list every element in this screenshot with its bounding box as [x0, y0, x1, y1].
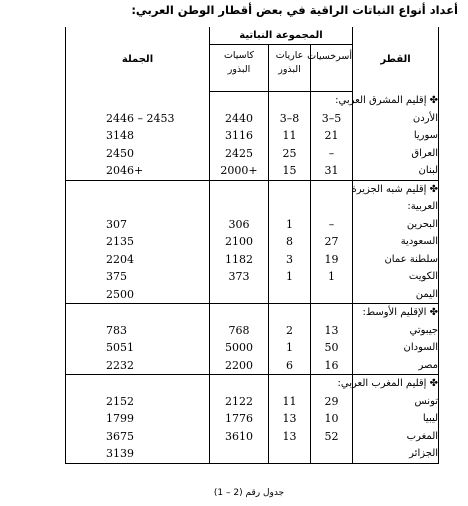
table-row: [66, 216, 439, 234]
region-name: ✤ إقليم المشرق العربي:: [353, 92, 439, 110]
country-cell: جيبوتي: [353, 322, 439, 340]
angiosperms-cell: 306: [210, 216, 269, 234]
angiosperms-cell: 1182: [210, 251, 269, 269]
empty-cell: [66, 198, 210, 216]
total-cell: 2450: [66, 145, 210, 163]
table-header: [66, 27, 439, 92]
empty-cell: [269, 304, 311, 322]
table-row: [66, 322, 439, 340]
country-cell: المغرب: [353, 428, 439, 446]
region-name: ✤ الإقليم الأوسط:: [353, 304, 439, 322]
table-row: [66, 145, 439, 163]
gymnosperms-cell: 1: [269, 216, 311, 234]
country-cell: تونس: [353, 393, 439, 411]
ferns-cell: –: [311, 145, 353, 163]
total-cell: 783: [66, 322, 210, 340]
angiosperms-cell: 5000: [210, 339, 269, 357]
country-cell: ليبيا: [353, 410, 439, 428]
header-country: القطر: [353, 27, 439, 92]
ferns-cell: 5–3: [311, 110, 353, 128]
header-angiosperms-line2: البذور: [227, 64, 251, 75]
ferns-cell: [311, 445, 353, 463]
region-group: [66, 180, 439, 304]
total-cell: 375: [66, 268, 210, 286]
country-cell: العراق: [353, 145, 439, 163]
empty-cell: [210, 304, 269, 322]
ferns-cell: 52: [311, 428, 353, 446]
document-title: أعداد أنواع النباتات الراقية في بعض أقطار الوطن العربي:: [131, 3, 458, 17]
table-row: [66, 268, 439, 286]
country-cell: السودان: [353, 339, 439, 357]
table-row: [66, 445, 439, 463]
gymnosperms-cell: 1: [269, 339, 311, 357]
angiosperms-cell: [210, 445, 269, 463]
empty-cell: [311, 304, 353, 322]
ferns-cell: 21: [311, 127, 353, 145]
ferns-cell: –: [311, 216, 353, 234]
ferns-cell: 1: [311, 268, 353, 286]
angiosperms-cell: 373: [210, 268, 269, 286]
total-cell: 2500: [66, 286, 210, 304]
empty-cell: [210, 375, 269, 393]
country-cell: الجزائر: [353, 445, 439, 463]
table-row: [66, 410, 439, 428]
country-cell: مصر: [353, 357, 439, 375]
gymnosperms-cell: 1: [269, 268, 311, 286]
gymnosperms-cell: 11: [269, 127, 311, 145]
angiosperms-cell: 2440: [210, 110, 269, 128]
total-cell: 3139: [66, 445, 210, 463]
country-cell: اليمن: [353, 286, 439, 304]
gymnosperms-cell: 3: [269, 251, 311, 269]
empty-cell: [66, 180, 210, 198]
ferns-cell: 13: [311, 322, 353, 340]
angiosperms-cell: 2122: [210, 393, 269, 411]
region-group: [66, 92, 439, 181]
country-cell: الأردن: [353, 110, 439, 128]
total-cell: 2135: [66, 233, 210, 251]
table-row: [66, 357, 439, 375]
region-header-row: [66, 198, 439, 216]
gymnosperms-cell: 13: [269, 428, 311, 446]
total-cell: 307: [66, 216, 210, 234]
country-cell: سوريا: [353, 127, 439, 145]
angiosperms-cell: [210, 286, 269, 304]
region-header-row: [66, 180, 439, 198]
region-header-row: [66, 304, 439, 322]
country-cell: السعودية: [353, 233, 439, 251]
table-row: [66, 162, 439, 180]
gymnosperms-cell: 11: [269, 393, 311, 411]
gymnosperms-cell: 13: [269, 410, 311, 428]
empty-cell: [269, 180, 311, 198]
total-cell: 5051: [66, 339, 210, 357]
header-gymnosperms-line2: البذور: [278, 64, 301, 75]
gymnosperms-cell: [269, 286, 311, 304]
region-header-row: [66, 375, 439, 393]
total-cell: 1799: [66, 410, 210, 428]
angiosperms-cell: +2000: [210, 162, 269, 180]
region-group: [66, 375, 439, 464]
country-cell: سلطنة عمان: [353, 251, 439, 269]
table-row: [66, 286, 439, 304]
ferns-cell: 16: [311, 357, 353, 375]
ferns-cell: 29: [311, 393, 353, 411]
region-name: ✤ إقليم المغرب العربي:: [353, 375, 439, 393]
empty-cell: [210, 198, 269, 216]
region-name-cont: العربية:: [353, 198, 439, 216]
header-total: الجملة: [66, 27, 210, 92]
ferns-cell: [311, 286, 353, 304]
header-angiosperms: [210, 45, 269, 92]
total-cell: 2152: [66, 393, 210, 411]
table-row: [66, 233, 439, 251]
table-row: [66, 127, 439, 145]
empty-cell: [269, 198, 311, 216]
angiosperms-cell: 1776: [210, 410, 269, 428]
header-ferns: أسرخسيات: [311, 45, 353, 92]
country-cell: البحرين: [353, 216, 439, 234]
total-cell: 2204: [66, 251, 210, 269]
header-gymnosperms-line1: عاريات: [275, 50, 304, 61]
angiosperms-cell: 2100: [210, 233, 269, 251]
header-gymnosperms: [269, 45, 311, 92]
gymnosperms-cell: 8–3: [269, 110, 311, 128]
plants-table: [65, 27, 439, 464]
total-cell: 3148: [66, 127, 210, 145]
total-cell: 2232: [66, 357, 210, 375]
table-row: [66, 428, 439, 446]
ferns-cell: 19: [311, 251, 353, 269]
total-cell: 3675: [66, 428, 210, 446]
gymnosperms-cell: 15: [269, 162, 311, 180]
ferns-cell: 31: [311, 162, 353, 180]
table-caption: جدول رقم (2 – 1): [213, 488, 285, 498]
angiosperms-cell: 768: [210, 322, 269, 340]
empty-cell: [311, 198, 353, 216]
country-cell: لبنان: [353, 162, 439, 180]
table-row: [66, 251, 439, 269]
table-row: [66, 110, 439, 128]
angiosperms-cell: 3116: [210, 127, 269, 145]
header-angiosperms-line1: كاسيات: [223, 50, 255, 61]
gymnosperms-cell: 25: [269, 145, 311, 163]
ferns-cell: 27: [311, 233, 353, 251]
empty-cell: [311, 180, 353, 198]
angiosperms-cell: 2200: [210, 357, 269, 375]
gymnosperms-cell: 8: [269, 233, 311, 251]
country-cell: الكويت: [353, 268, 439, 286]
gymnosperms-cell: [269, 445, 311, 463]
gymnosperms-cell: 2: [269, 322, 311, 340]
empty-cell: [269, 92, 311, 110]
ferns-cell: 50: [311, 339, 353, 357]
empty-cell: [66, 92, 210, 110]
angiosperms-cell: 3610: [210, 428, 269, 446]
region-header-row: [66, 92, 439, 110]
ferns-cell: 10: [311, 410, 353, 428]
angiosperms-cell: 2425: [210, 145, 269, 163]
table-row: [66, 393, 439, 411]
header-plant-group: المجموعة النباتية: [210, 27, 353, 45]
gymnosperms-cell: 6: [269, 357, 311, 375]
region-name: ✤ إقليم شبه الجزيرة: [353, 180, 439, 198]
empty-cell: [66, 304, 210, 322]
empty-cell: [210, 92, 269, 110]
total-cell: 2453 – 2446: [66, 110, 210, 128]
table-row: [66, 339, 439, 357]
total-cell: +2046: [66, 162, 210, 180]
region-group: [66, 304, 439, 375]
empty-cell: [210, 180, 269, 198]
empty-cell: [269, 375, 311, 393]
empty-cell: [66, 375, 210, 393]
